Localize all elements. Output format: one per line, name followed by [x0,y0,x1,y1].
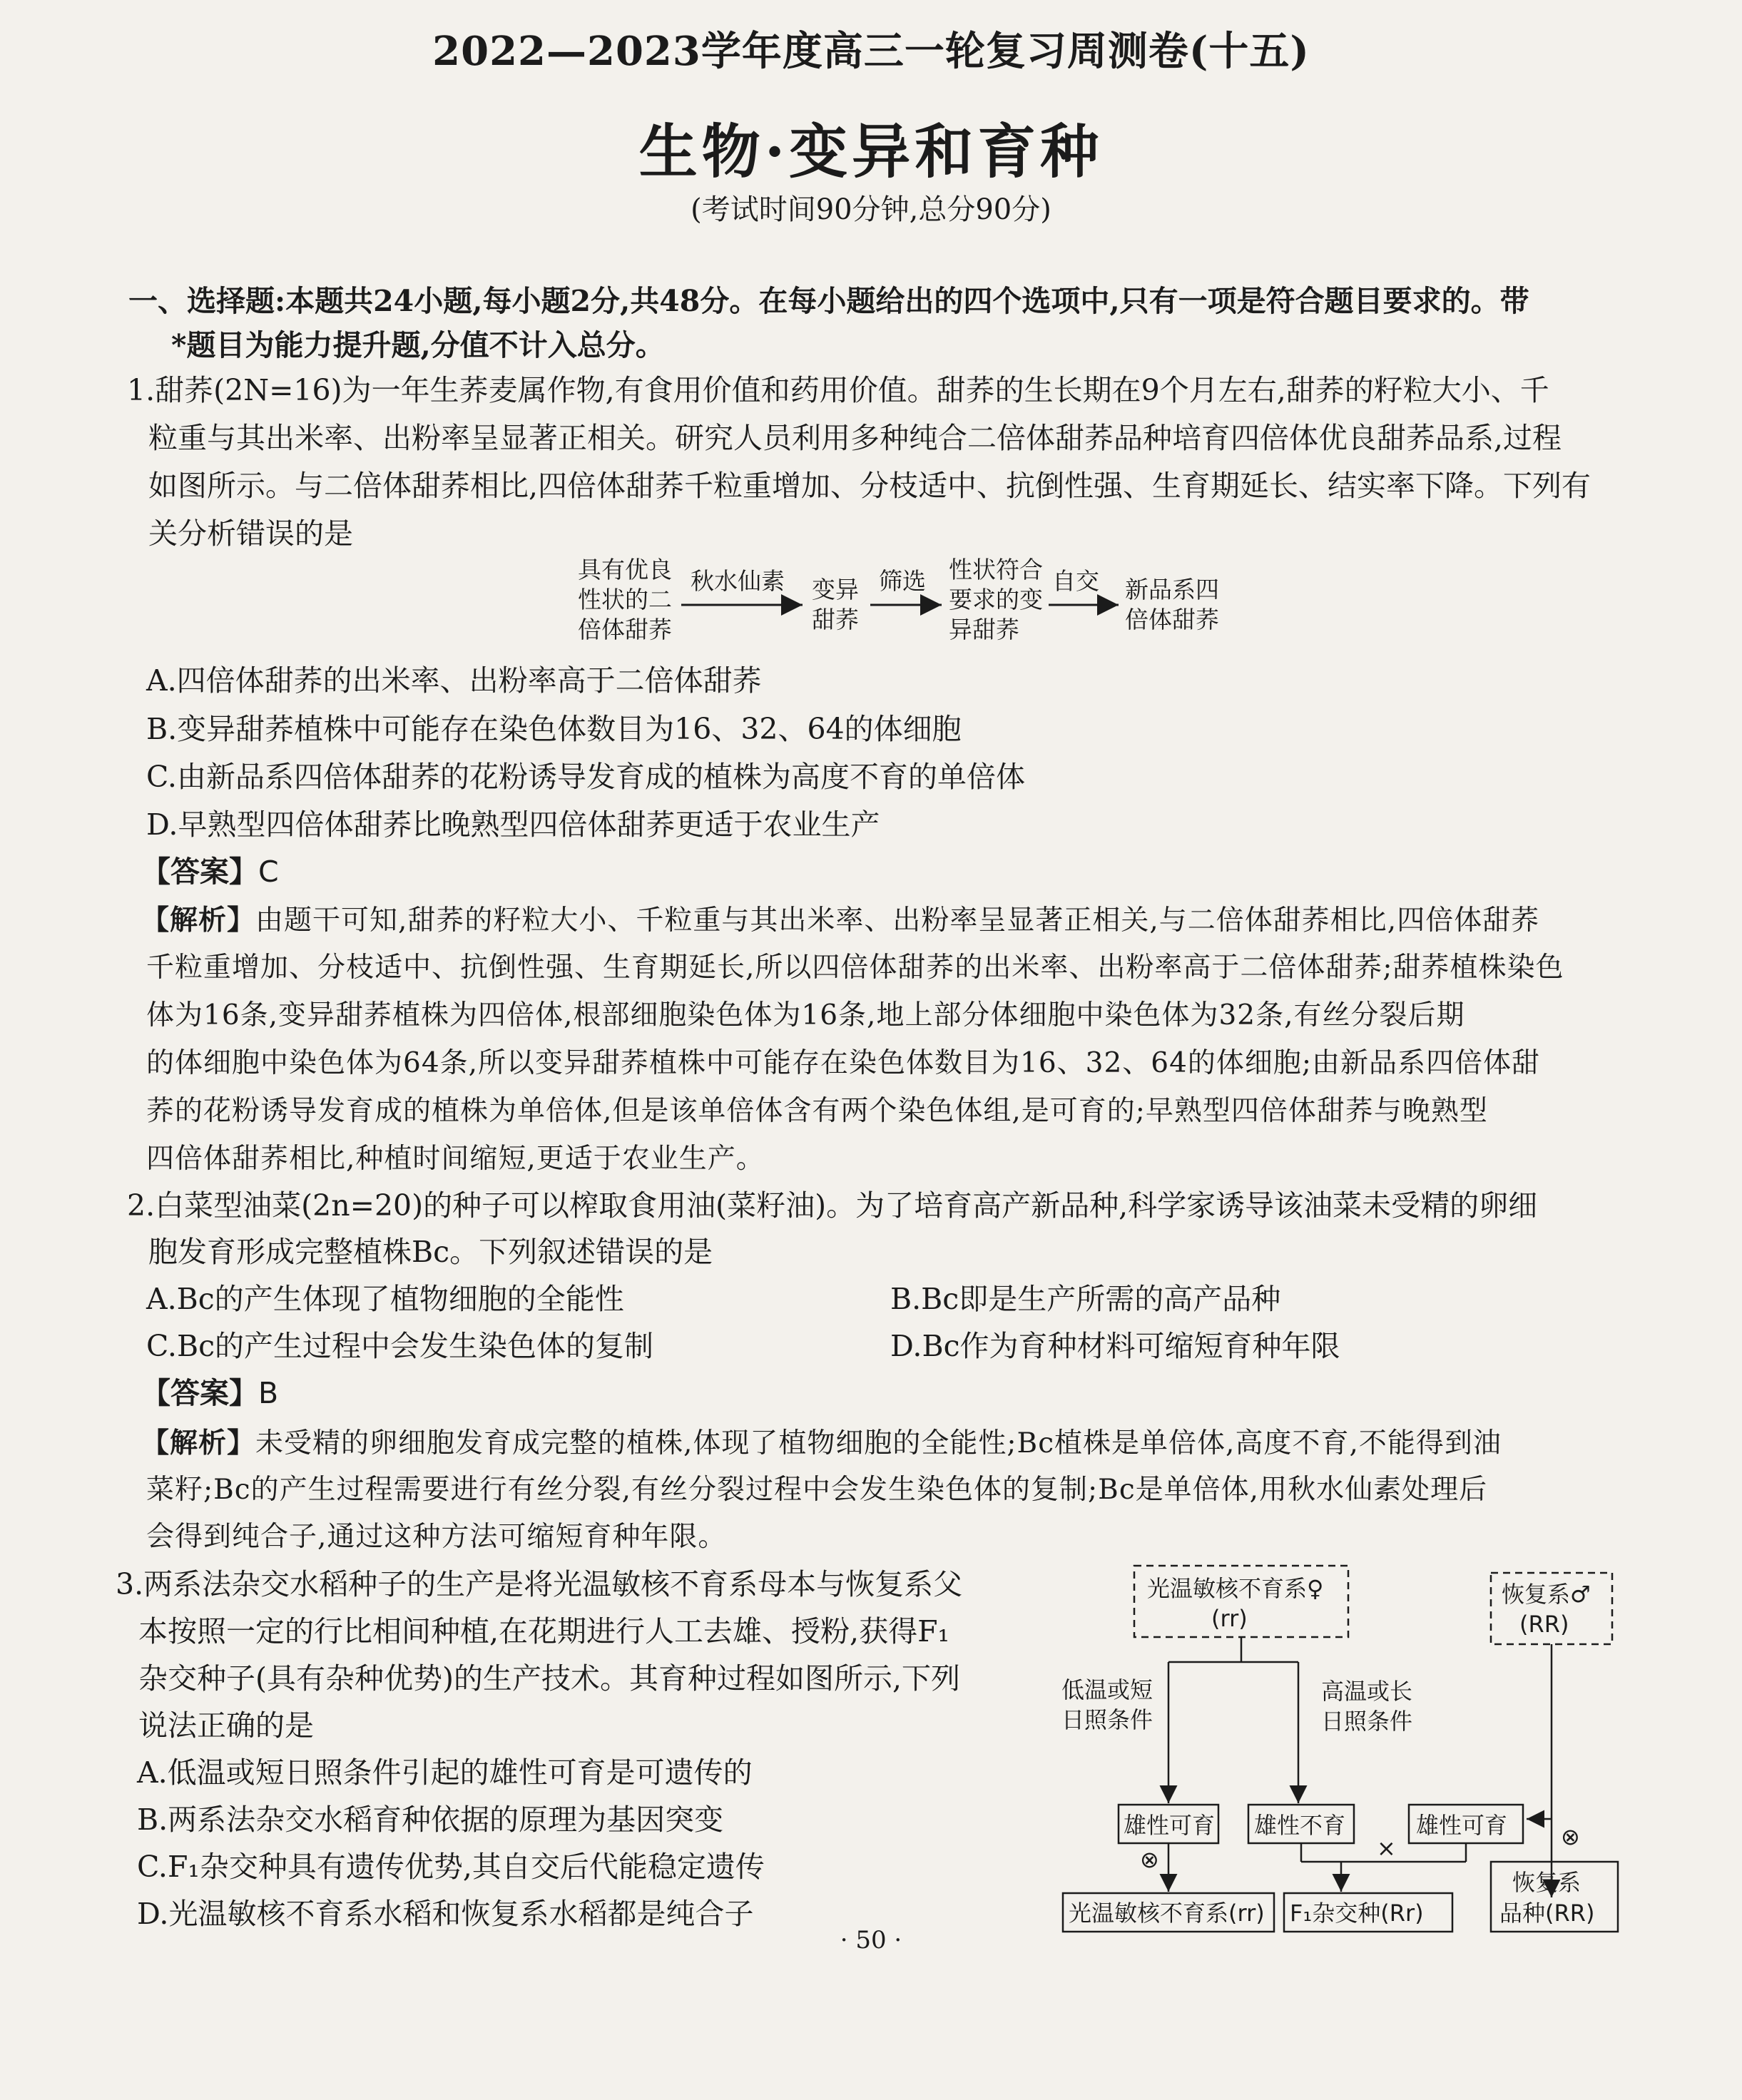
q1-analysis-label: 【解析】 [141,904,256,937]
q1-box3-line1: 性状符合 [949,556,1043,583]
q1-box1-line3: 倍体甜荞 [578,616,672,643]
q1-box2-line2: 甜荞 [812,606,859,633]
q1-option-c: C.由新品系四倍体甜荞的花粉诱导发育成的植株为高度不育的单倍体 [146,760,1025,794]
q1-box3-line3: 异甜荞 [949,616,1019,643]
q1-option-a: A.四倍体甜荞的出米率、出粉率高于二倍体甜荞 [146,663,762,698]
q2-option-d: D.Bc作为育种材料可缩短育种年限 [890,1329,1340,1363]
q1-stem-line1: 1.甜荞(2N=16)为一年生荞麦属作物,有食用价值和药用价值。甜荞的生长期在9个月左右,甜荞的籽粒大小、千 [127,373,1549,407]
q1-stem-line2: 粒重与其出米率、出粉率呈显著正相关。研究人员利用多种纯合二倍体甜荞品种培育四倍体优良甜荞品系,过程 [148,421,1562,455]
q1-arrow3-label: 自交 [1052,567,1099,595]
q2-stem-line2: 胞发育形成完整植株Bc。下列叙述错误的是 [148,1235,713,1269]
q3-result-mid: F₁杂交种(Rr) [1290,1900,1424,1927]
q2-option-a: A.Bc的产生体现了植物细胞的全能性 [146,1282,624,1316]
q1-analysis-line2: 千粒重增加、分枝适中、抗倒性强、生育期延长,所以四倍体甜荞的出米率、出粉率高于二倍体甜荞;甜荞植株染色 [146,952,1564,984]
q1-box4-line2: 倍体甜荞 [1125,606,1219,633]
q2-analysis-line3: 会得到纯合子,通过这种方法可缩短育种年限。 [146,1521,727,1553]
q3-high-condition-line1: 高温或长 [1321,1678,1413,1705]
q1-box1-line1: 具有优良 [578,556,672,583]
q1-arrow2-label: 筛选 [879,567,926,595]
q2-analysis-line2: 菜籽;Bc的产生过程需要进行有丝分裂,有丝分裂过程中会发生染色体的复制;Bc是单倍体,用秋水仙素处理后 [146,1474,1488,1506]
q2-option-c: C.Bc的产生过程中会发生染色体的复制 [146,1329,654,1363]
q1-stem-line3: 如图所示。与二倍体甜荞相比,四倍体甜荞千粒重增加、分枝适中、抗倒性强、生育期延长、结实率下降。下列有 [148,469,1591,503]
q3-option-c: C.F₁杂交种具有遗传优势,其自交后代能稳定遗传 [137,1850,765,1884]
q3-mother-genotype: (rr) [1211,1605,1248,1632]
exam-info: (考试时间90分钟,总分90分) [691,193,1051,226]
q1-box1-line2: 性状的二 [578,586,672,613]
q3-male-fertile-right: 雄性可育 [1416,1812,1508,1839]
q1-stem-line4: 关分析错误的是 [148,516,353,551]
q2-analysis-text1: 未受精的卵细胞发育成完整的植株,体现了植物细胞的全能性;Bc植株是单倍体,高度不育,不能得到油 [255,1427,1502,1459]
q1-box2-line1: 变异 [812,576,859,603]
q3-low-condition-line1: 低温或短 [1061,1676,1153,1703]
q1-answer-value: C [258,855,279,889]
q3-stem-line2: 本按照一定的行比相间种植,在花期进行人工去雄、授粉,获得F₁ [138,1614,949,1648]
q3-option-a: A.低温或短日照条件引起的雄性可育是可遗传的 [137,1755,753,1790]
q1-analysis-line6: 四倍体甜荞相比,种植时间缩短,更适于农业生产。 [146,1143,765,1175]
q3-self-symbol-right: ⊗ [1561,1823,1580,1850]
page-number: · 50 · [840,1926,902,1954]
section-heading-line2: *题目为能力提升题,分值不计入总分。 [171,328,665,362]
q1-box4-line1: 新品系四 [1125,576,1219,603]
q3-cross-symbol: × [1377,1835,1396,1862]
q2-analysis-label: 【解析】 [141,1427,256,1459]
q3-low-condition-line2: 日照条件 [1061,1706,1153,1733]
section-heading-line1: 一、选择题:本题共24小题,每小题2分,共48分。在每小题给出的四个选项中,只有一项是符合题目要求的。带 [128,284,1529,318]
q3-stem-line4: 说法正确的是 [138,1708,314,1743]
q1-analysis-line1 [141,897,1539,944]
q3-stem-line1: 3.两系法杂交水稻种子的生产是将光温敏核不育系母本与恢复系父 [116,1567,963,1601]
q3-high-condition-line2: 日照条件 [1321,1708,1413,1735]
q3-father-name: 恢复系♂ [1502,1581,1591,1608]
q2-answer-label: 【答案】 [141,1376,258,1410]
q1-answer-label: 【答案】 [141,855,258,889]
q2-stem-line1: 2.白菜型油菜(2n=20)的种子可以榨取食用油(菜籽油)。为了培育高产新品种,科学家诱导该油菜未受精的卵细 [127,1188,1538,1223]
q3-male-sterile: 雄性不育 [1254,1812,1346,1839]
q2-analysis-line1 [141,1420,1502,1467]
q1-analysis-line4: 的体细胞中染色体为64条,所以变异甜荞植株中可能存在染色体数目为16、32、64的体细胞;由新品系四倍体甜 [146,1047,1541,1079]
q3-result-right-line1: 恢复系 [1512,1869,1581,1896]
q3-self-symbol-left: ⊗ [1140,1846,1159,1873]
q3-option-b: B.两系法杂交水稻育种依据的原理为基因突变 [137,1803,724,1837]
q1-option-d: D.早熟型四倍体甜荞比晚熟型四倍体甜荞更适于农业生产 [146,807,880,842]
exam-title: 2022—2023学年度高三一轮复习周测卷(十五) [432,28,1310,75]
q1-box3-line2: 要求的变 [949,586,1043,613]
q1-analysis-line3: 体为16条,变异甜荞植株为四倍体,根部细胞染色体为16条,地上部分体细胞中染色体为32条,有丝分裂后期 [146,999,1465,1031]
q1-analysis-text1: 由题干可知,甜荞的籽粒大小、千粒重与其出米率、出粉率呈显著正相关,与二倍体甜荞相比,四倍体甜荞 [255,904,1540,937]
q1-option-b: B.变异甜荞植株中可能存在染色体数目为16、32、64的体细胞 [146,712,962,746]
exam-subtitle: 生物·变异和育种 [638,118,1104,186]
q1-arrow1-label: 秋水仙素 [691,567,785,595]
q3-stem-line3: 杂交种子(具有杂种优势)的生产技术。其育种过程如图所示,下列 [138,1661,961,1696]
q1-analysis-line5: 荞的花粉诱导发育成的植株为单倍体,但是该单倍体含有两个染色体组,是可育的;早熟型四倍体甜荞与晚熟型 [146,1095,1488,1127]
q3-result-left: 光温敏核不育系(rr) [1069,1900,1265,1927]
q3-result-right-line2: 品种(RR) [1499,1900,1595,1927]
q3-father-genotype: (RR) [1519,1611,1569,1638]
q2-answer-value: B [258,1376,279,1410]
q3-male-fertile-left: 雄性可育 [1124,1812,1216,1839]
q3-option-d: D.光温敏核不育系水稻和恢复系水稻都是纯合子 [137,1897,754,1931]
q2-answer [141,1370,278,1416]
q3-mother-name: 光温敏核不育系♀ [1147,1575,1324,1602]
q3-breeding-diagram [1056,1562,1626,1933]
q1-answer [141,849,279,894]
q1-process-diagram [556,549,1241,671]
q2-option-b: B.Bc即是生产所需的高产品种 [890,1282,1281,1316]
